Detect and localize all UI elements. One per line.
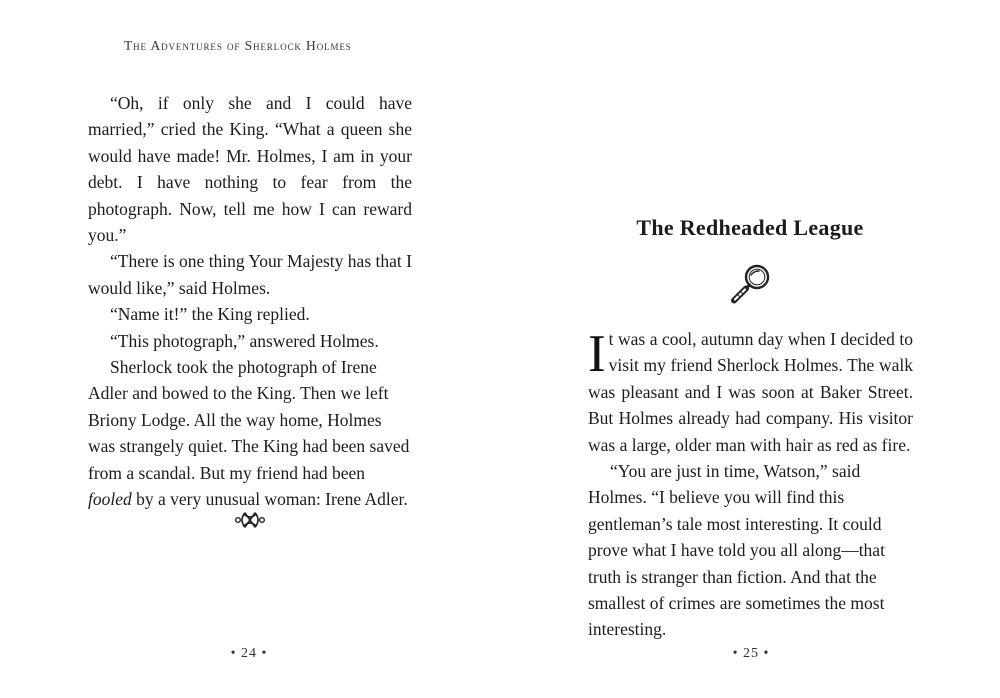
paragraph: “Oh, if only she and I could have married,” cried the King. “What a queen she would have made! Mr. Holmes, I am in your debt. I have nothing to fear from the photograph. Now, tell me how I can reward you.” [88,93,412,246]
page-number: • 24 • [230,646,268,661]
paragraph-text: t was a cool, autumn day when I decided to visit my friend Sherlock Holmes. The walk was pleasant and I was soon at Baker Street. But Holmes already had company. His visitor was a large, older man with hair as red as fire. [588,329,913,455]
running-head: The Adventures of Sherlock Holmes [124,38,352,53]
page-number: • 25 • [732,646,770,661]
emphasis-text: fooled [88,489,132,510]
paragraph: “You are just in time, Watson,” said Holmes. “I believe you will find this gentleman’s tale most interesting. It could prove what I have told you all along—that truth is stranger than fiction. And that the smallest of crimes are sometimes the most interesting. [588,461,885,640]
magnifying-glass-icon [726,261,776,309]
left-page-body [88,90,412,513]
right-page-body [588,326,913,643]
paragraph [88,354,412,512]
paragraph [588,326,913,458]
right-page [500,0,1000,698]
fleuron-ornament-icon [233,508,267,532]
paragraph: “There is one thing Your Majesty has that I would like,” said Holmes. [88,251,412,298]
chapter-title: The Redheaded League [636,215,864,240]
paragraph-text: Sherlock took the photograph of Irene Adler and bowed to the King. Then we left Briony Lodge. All the way home, Holmes was strangely quiet. The King had been saved from a scandal. But my friend had been [88,357,410,483]
drop-cap: I [588,325,606,383]
paragraph-text: by a very unusual woman: Irene Adler. [131,489,408,510]
paragraph: “Name it!” the King replied. [110,304,310,325]
paragraph: “This photograph,” answered Holmes. [110,330,379,351]
